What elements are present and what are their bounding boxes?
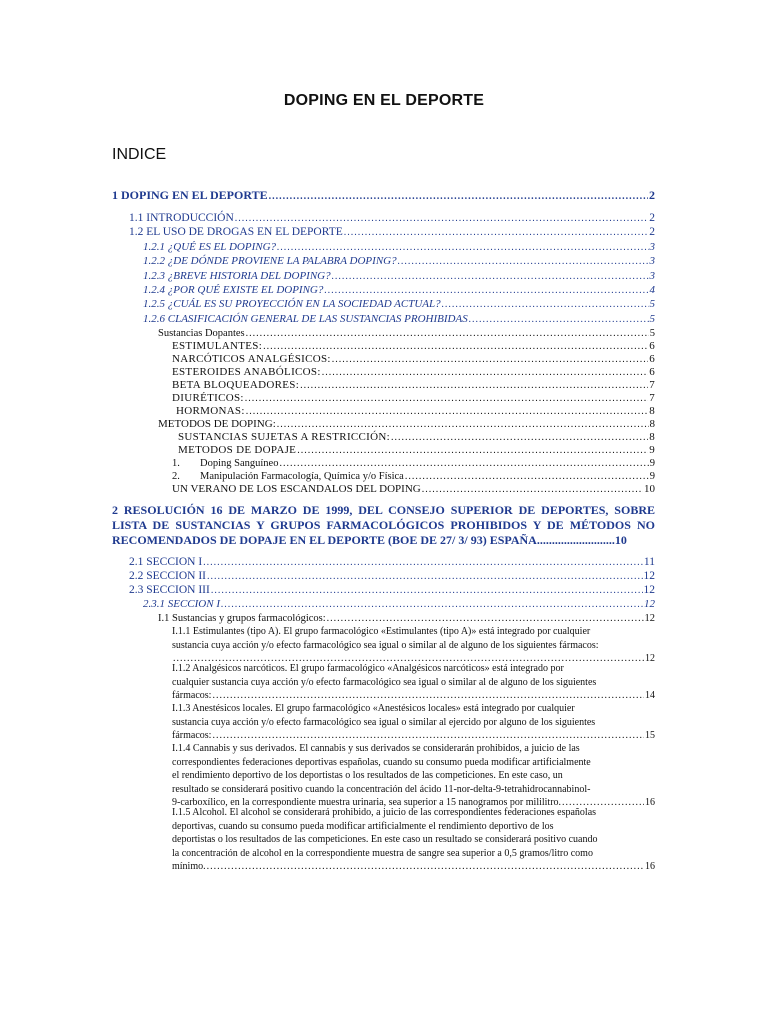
paragraph-line: I.1.2 Analgésicos narcóticos. El grupo farmacológico «Analgésicos narcóticos» está integrado por [172, 663, 564, 674]
toc-paragraph-i-1-5[interactable] [172, 806, 655, 874]
toc-page-number: 12 [643, 584, 655, 596]
toc-entry-label: METODOS DE DOPING: [158, 418, 276, 430]
toc-leader-dots [398, 255, 649, 268]
toc-entry-label: METODOS DE DOPAJE [178, 444, 297, 456]
toc-page-number: 10 [614, 533, 627, 547]
toc-leader-dots: .......................... [536, 533, 615, 547]
toc-entry-label: ESTIMULANTES: [172, 340, 263, 352]
toc-paragraph-i-1-2[interactable] [172, 662, 655, 703]
toc-leader-dots [442, 298, 649, 311]
toc-entry-label: I.1 Sustancias y grupos farmacológicos: [158, 613, 326, 624]
paragraph-line: I.1.1 Estimulantes (tipo A). El grupo farmacológico «Estimulantes (tipo A)» está integrado por cualquier [172, 626, 591, 637]
toc-entry-label: 2.3 SECCION III [129, 584, 210, 596]
toc-leader-dots [405, 470, 649, 483]
toc-page-number: 2 [649, 226, 655, 238]
toc-leader-dots [211, 584, 643, 597]
toc-entry-2-3-1[interactable] [143, 598, 655, 611]
toc-leader-dots [263, 340, 648, 353]
toc-paragraph-i-1-3[interactable] [172, 702, 655, 743]
toc-entry-label: 1.2.6 CLASIFICACIÓN GENERAL DE LAS SUSTANCIAS PROHIBIDAS [143, 313, 468, 325]
toc-paragraph-i-1-4[interactable] [172, 742, 655, 810]
toc-entry-label: 2.2 SECCION II [129, 570, 206, 582]
toc-entry-1-2-5[interactable] [143, 298, 655, 311]
toc-entry-doping-sanguineo[interactable] [172, 457, 655, 470]
toc-paragraph-i-1-1[interactable] [172, 625, 655, 666]
toc-page-number: 16 [645, 861, 655, 872]
paragraph-line: sustancia cuya acción y/o efecto farmacológico sea igual o similar al de alguno de los siguientes fármacos: [172, 639, 599, 651]
toc-leader-dots [469, 313, 649, 326]
toc-entry-label: Doping Sanguíneo [200, 458, 279, 469]
toc-page-number: 8 [649, 431, 655, 443]
toc-leader-dots [327, 612, 644, 625]
toc-entry-label: HORMONAS: [176, 405, 245, 417]
toc-leader-dots [322, 366, 648, 379]
toc-page-number: 7 [649, 379, 655, 391]
toc-entry-1-2-3[interactable] [143, 270, 655, 283]
toc-page-number: 6 [649, 366, 655, 378]
toc-page-number: 5 [649, 298, 655, 310]
toc-page-number: 4 [649, 284, 655, 296]
toc-entry-1-1[interactable] [129, 212, 655, 225]
toc-page-number: 14 [645, 690, 655, 701]
toc-entry-label: 2.3.1 SECCION I [143, 598, 220, 610]
paragraph-line: I.1.3 Anestésicos locales. El grupo farmacológico «Anestésicos locales» está integrado por cualquier [172, 703, 575, 714]
toc-entry-label: Sustancias Dopantes [158, 328, 245, 339]
toc-entry-label: 1.2.2 ¿DE DÓNDE PROVIENE LA PALABRA DOPING? [143, 255, 397, 267]
toc-entry-label: NARCÓTICOS ANALGÉSICOS: [172, 353, 331, 365]
list-number: 1. [172, 458, 180, 469]
paragraph-line: correspondientes federaciones deportivas españolas, cuando su consumo pueda modificar artificialmente [172, 756, 591, 768]
toc-leader-dots [246, 327, 649, 340]
toc-entry-hormonas[interactable] [176, 405, 655, 418]
toc-leader-dots [203, 556, 643, 569]
toc-leader-dots [332, 270, 649, 283]
toc-page-number: 9 [649, 458, 655, 469]
toc-page-number: 11 [643, 556, 655, 568]
toc-page-number: 6 [649, 340, 655, 352]
toc-entry-1-2-6[interactable] [143, 313, 655, 326]
toc-leader-dots [277, 418, 649, 431]
paragraph-line: 9-carboxílico, en la correspondiente muestra urinaria, sea superior a 15 nanogramos por mililitro. [172, 797, 562, 808]
toc-entry-metodos-doping[interactable] [158, 418, 655, 431]
toc-entry-narcoticos[interactable] [172, 353, 655, 366]
toc-page-number: 6 [649, 353, 655, 365]
toc-entry-label: SUSTANCIAS SUJETAS A RESTRICCIÓN: [178, 431, 390, 443]
toc-entry-verano-escandalos[interactable] [172, 483, 655, 496]
toc-entry-1[interactable] [112, 189, 655, 203]
toc-leader-dots [324, 284, 648, 297]
paragraph-line: sustancia cuya acción y/o efecto farmacológico sea igual o similar al ejercido por alguno de los siguientes [172, 716, 596, 728]
toc-leader-dots [332, 353, 648, 366]
toc-page-number: 5 [649, 328, 655, 339]
toc-entry-label: Manipulación Farmacología, Química y/o Física [200, 471, 404, 482]
toc-entry-label: 1.2 EL USO DE DROGAS EN EL DEPORTE [129, 226, 343, 238]
toc-page-number: 2 [649, 212, 655, 224]
toc-leader-dots [422, 483, 643, 496]
paragraph-line: deportivas, cuando su consumo pueda modificar artificialmente el rendimiento deportivo de los [172, 820, 554, 832]
toc-page-number: 2 [649, 188, 655, 202]
index-heading: INDICE [112, 146, 167, 163]
toc-page-number: 12 [645, 653, 655, 664]
toc-entry-label: 1.2.5 ¿CUÁL ES SU PROYECCIÓN EN LA SOCIEDAD ACTUAL? [143, 298, 441, 310]
toc-leader-dots [279, 457, 648, 470]
toc-entry-label: 1.2.4 ¿POR QUÉ EXISTE EL DOPING? [143, 284, 324, 296]
toc-entry-1-2-1[interactable] [143, 241, 655, 254]
toc-page-number: 9 [649, 471, 655, 482]
toc-page-number: 12 [644, 613, 655, 624]
paragraph-line: fármacos: [172, 690, 212, 701]
toc-entry-2-resolucion[interactable] [112, 503, 655, 548]
toc-entry-sustancias-restriccion[interactable] [178, 431, 655, 444]
toc-entry-2-2[interactable] [129, 570, 655, 583]
toc-entry-label: 1.1 INTRODUCCIÓN [129, 212, 234, 224]
toc-entry-manipulacion[interactable] [172, 470, 655, 483]
toc-page-number: 7 [649, 392, 655, 404]
toc-leader-dots [300, 379, 648, 392]
toc-page-number: 3 [649, 270, 655, 282]
toc-leader-dots [207, 570, 643, 583]
toc-page-number: 8 [649, 405, 655, 417]
list-number: 2. [172, 471, 180, 482]
toc-entry-1-2-2[interactable] [143, 255, 655, 268]
toc-entry-metodos-dopaje[interactable] [178, 444, 655, 457]
toc-leader-dots [277, 241, 648, 254]
paragraph-line: resultado se considerará positivo cuando la concentración del ácido 11-nor-delta-9-tetrahidrocannabinol- [172, 783, 591, 795]
toc-entry-label: ESTEROIDES ANABÓLICOS: [172, 366, 321, 378]
toc-page-number: 10 [644, 483, 655, 495]
toc-leader-dots [245, 392, 648, 405]
paragraph-line: cualquier sustancia cuya acción y/o efecto farmacológico sea igual o similar al de alguno de los siguientes [172, 676, 597, 688]
toc-entry-label: 2.1 SECCION I [129, 556, 203, 568]
toc-entry-label: 1.2.1 ¿QUÉ ES EL DOPING? [143, 241, 277, 253]
toc-leader-dots [212, 729, 644, 743]
toc-entry-label: 1.2.3 ¿BREVE HISTORIA DEL DOPING? [143, 270, 331, 282]
toc-page-number: 15 [645, 730, 655, 741]
toc-entry-label: 1 DOPING EN EL DEPORTE [112, 188, 268, 202]
toc-leader-dots [269, 190, 648, 203]
toc-entry-sustancias-dopantes[interactable] [158, 327, 655, 340]
toc-page-number: 12 [643, 570, 655, 582]
paragraph-line: deportistas o los resultados de las competiciones. En este caso un resultado se considerará positivo cuando [172, 834, 598, 845]
toc-page-number: 3 [649, 255, 655, 267]
toc-page-number: 9 [649, 444, 655, 456]
paragraph-line: la concentración de alcohol en la correspondiente muestra de sangre sea superior a 0,5 gramos/litro como [172, 847, 593, 859]
toc-leader-dots [246, 405, 648, 418]
toc-page-number: 16 [645, 797, 655, 808]
toc-entry-label: 2 RESOLUCIÓN 16 DE MARZO DE 1999, DEL CONSEJO SUPERIOR DE DEPORTES, SOBRE LISTA DE SUSTANCIAS Y GRUPOS FARMACOLÓGICOS PROHIBIDOS Y DE MÉTODOS NO RECOMENDADOS DE DOPAJE EN EL DEPORTE (BOE DE 27/ 3/ 93) ESPAÑA [112, 503, 655, 547]
toc-entry-esteroides[interactable] [172, 366, 655, 379]
document-title: DOPING EN EL DEPORTE [283, 92, 485, 109]
toc-leader-dots [221, 598, 643, 611]
paragraph-line: mínimo. [172, 861, 206, 872]
toc-entry-1-2-4[interactable] [143, 284, 655, 297]
toc-entry-2-3[interactable] [129, 584, 655, 597]
paragraph-line: el rendimiento deportivo de los deportistas o los resultados de las competiciones. En este caso, un [172, 770, 563, 781]
toc-leader-dots [297, 444, 648, 457]
toc-entry-beta-bloqueadores[interactable] [172, 379, 655, 392]
toc-entry-2-1[interactable] [129, 556, 655, 569]
toc-entry-label: BETA BLOQUEADORES: [172, 379, 300, 391]
toc-page-number: 3 [649, 241, 655, 253]
toc-leader-dots [207, 860, 644, 874]
toc-page-number: 8 [649, 418, 655, 430]
toc-page-number: 12 [644, 598, 655, 610]
toc-leader-dots [235, 212, 648, 225]
toc-entry-label: DIURÉTICOS: [172, 392, 244, 404]
toc-leader-dots [344, 226, 648, 239]
toc-entry-diureticos[interactable] [172, 392, 655, 405]
toc-entry-i-1[interactable] [158, 612, 655, 625]
paragraph-line: I.1.4 Cannabis y sus derivados. El cannabis y sus derivados se considerarán prohibidos, a juicio de las [172, 743, 580, 754]
toc-entry-label: UN VERANO DE LOS ESCANDALOS DEL DOPING [172, 483, 421, 495]
toc-page-number: 5 [649, 313, 655, 325]
toc-leader-dots [391, 431, 648, 444]
toc-entry-estimulantes[interactable] [172, 340, 655, 353]
paragraph-line: fármacos: [172, 730, 212, 741]
paragraph-line: I.1.5 Alcohol. El alcohol se considerará prohibido, a juicio de las correspondientes federaciones españolas [172, 807, 597, 818]
toc-entry-1-2[interactable] [129, 226, 655, 239]
toc-leader-dots [212, 689, 644, 703]
